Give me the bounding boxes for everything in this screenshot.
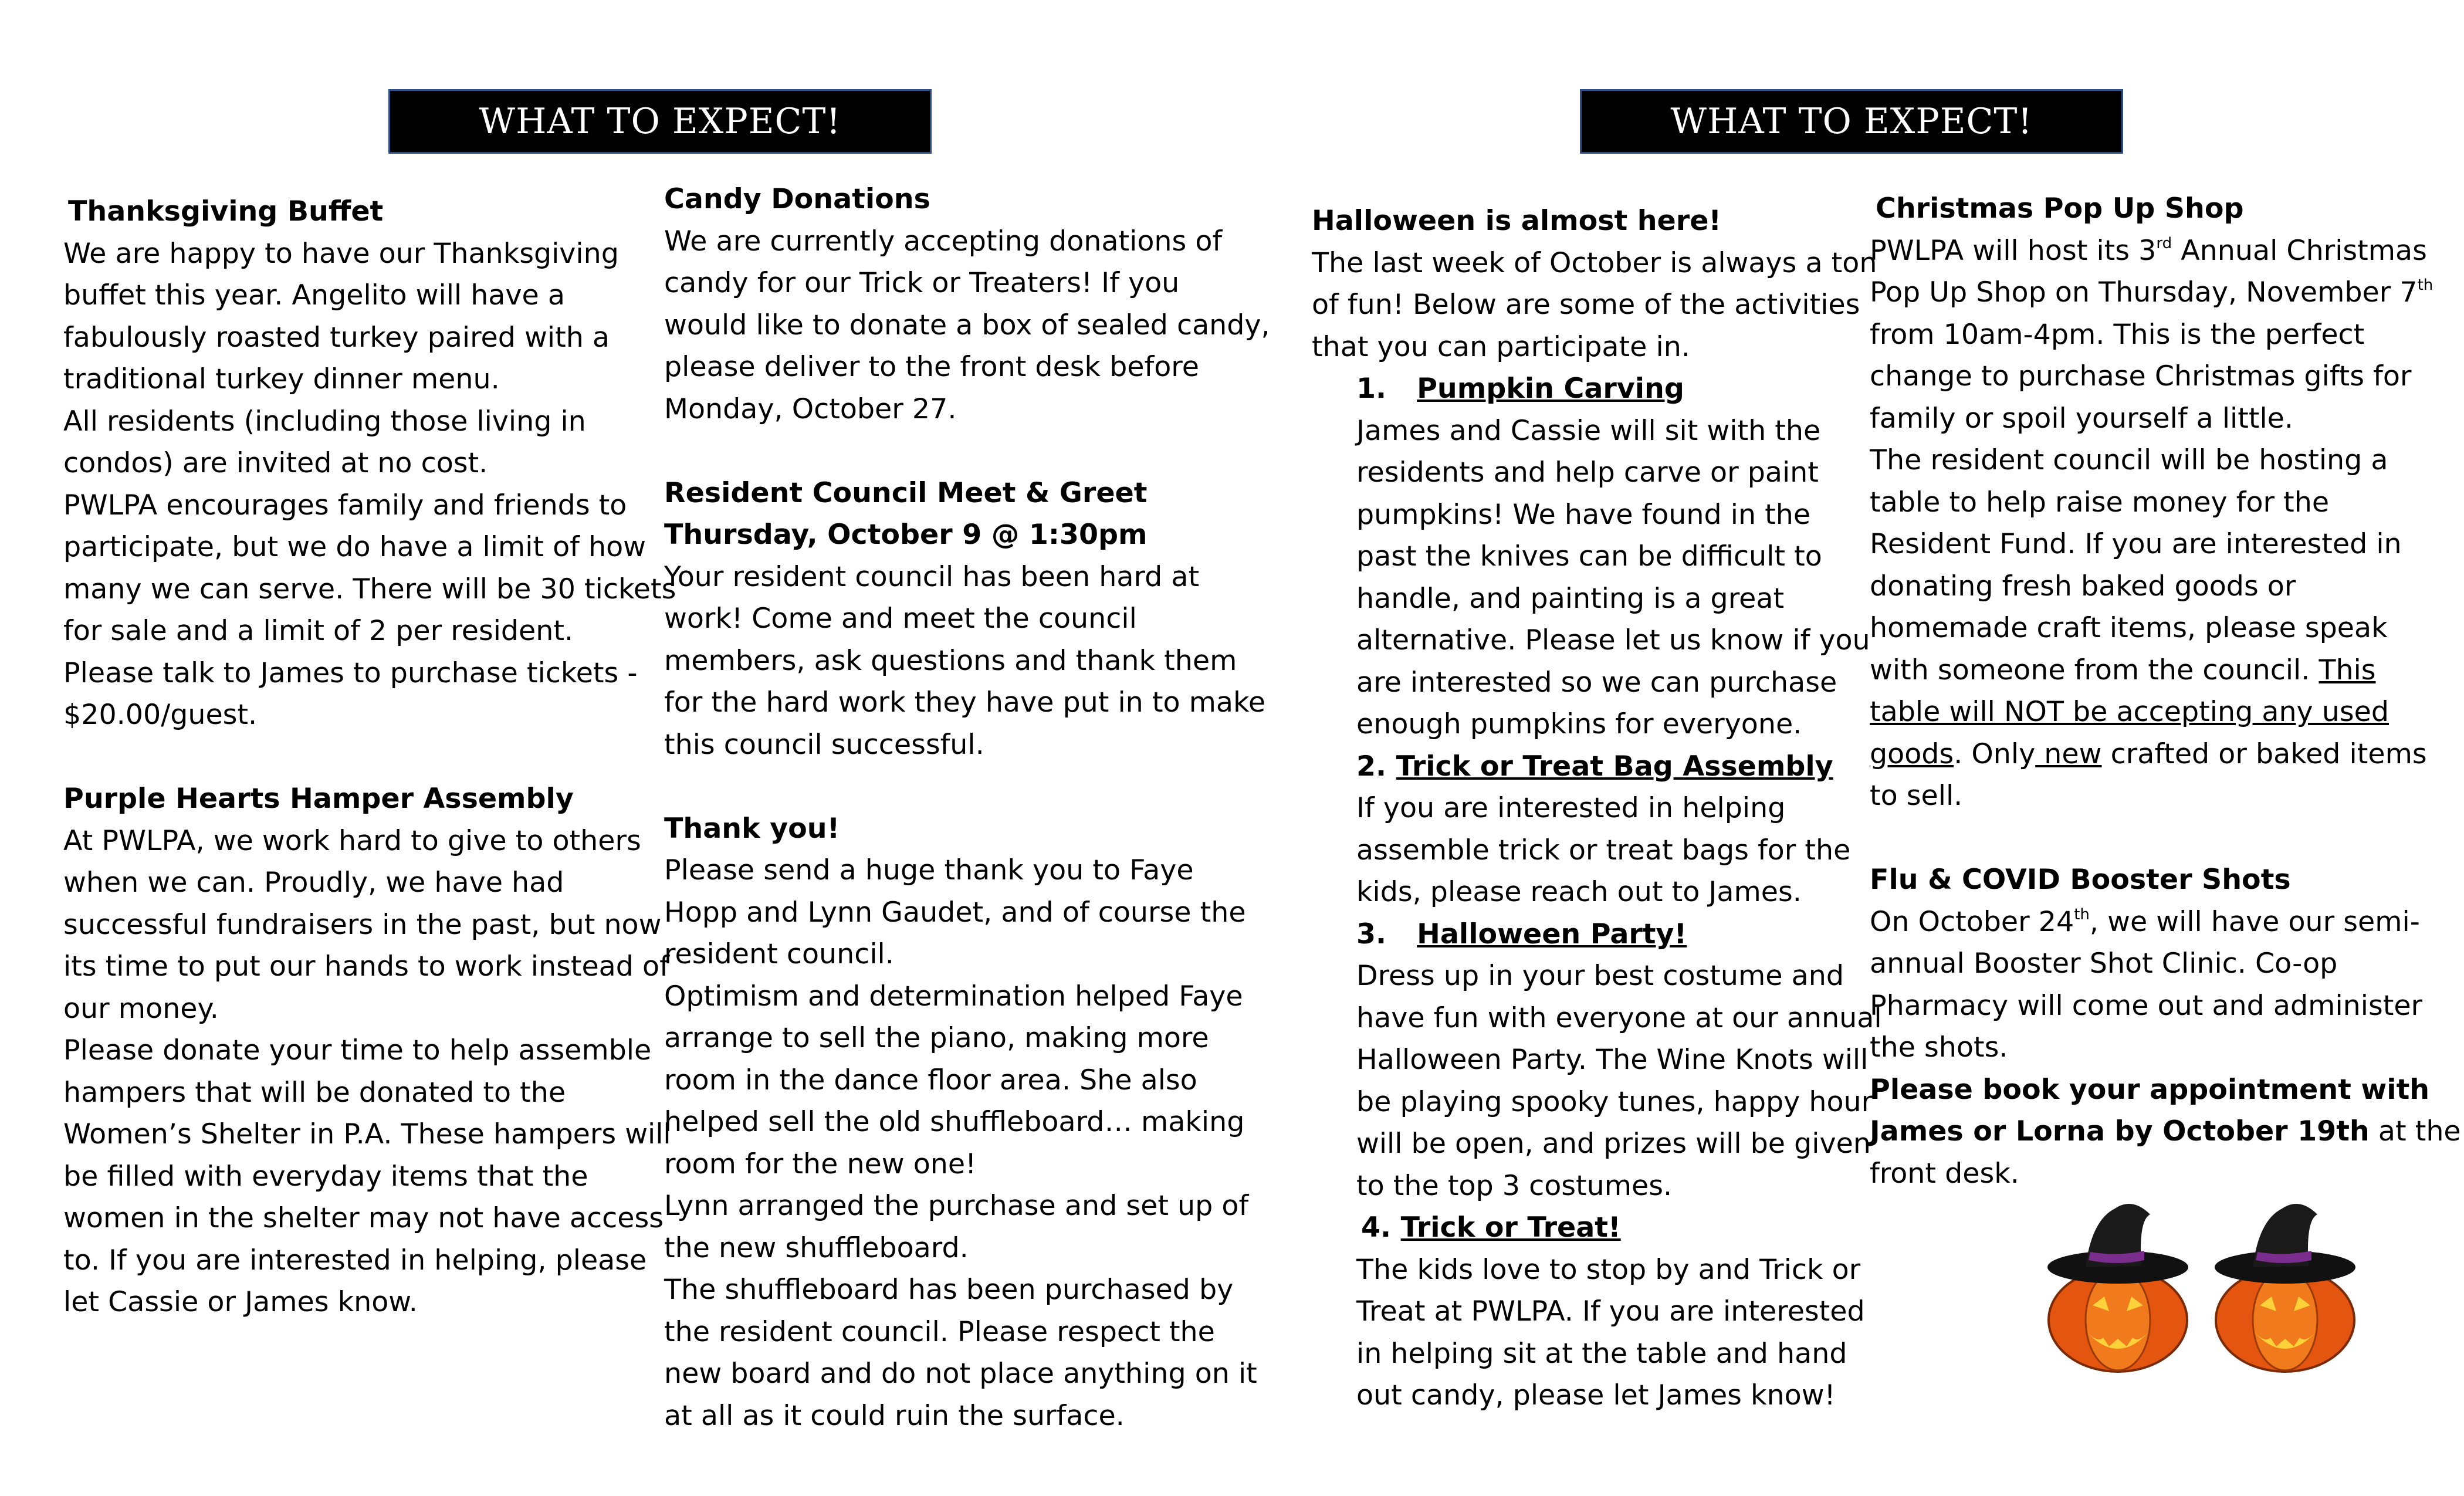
text-line: for the hard work they have put in to make — [664, 686, 1266, 719]
text-line: condos) are invited at no cost. — [63, 447, 488, 479]
text-line: to. If you are interested in helping, please — [63, 1244, 647, 1277]
text-line: arrange to sell the piano, making more — [664, 1022, 1209, 1054]
text-line: The shuffleboard has been purchased by — [664, 1274, 1234, 1306]
council-date: Thursday, October 9 @ 1:30pm — [664, 519, 1148, 551]
pumpkin-right — [2215, 1204, 2355, 1372]
text-line: the resident council. Please respect the — [664, 1315, 1215, 1348]
halloween-heading: Halloween is almost here! — [1312, 205, 1722, 237]
text-line: Pharmacy will come out and administer — [1870, 989, 2423, 1022]
right-banner-title: WHAT TO EXPECT! — [1580, 89, 2123, 154]
text-line: the shots. — [1870, 1031, 2008, 1064]
text-line: The kids love to stop by and Trick or — [1356, 1253, 1861, 1286]
text-line: PWLPA encourages family and friends to — [63, 489, 627, 522]
halloween-party-title — [1312, 913, 1882, 956]
text-line: this council successful. — [664, 728, 984, 761]
text-line: James and Cassie will sit with the — [1356, 414, 1821, 447]
text-line: Please talk to James to purchase tickets - — [63, 656, 638, 689]
pumpkin-left — [2047, 1204, 2188, 1372]
text-line: Treat at PWLPA. If you are interested — [1356, 1295, 1865, 1328]
text-line: The last week of October is always a ton — [1312, 246, 1877, 279]
text-line: room for the new one! — [664, 1148, 977, 1180]
text-line: change to purchase Christmas gifts for — [1870, 360, 2412, 392]
thanksgiving-heading: Thanksgiving Buffet — [68, 195, 384, 228]
text-line: If you are interested in helping — [1356, 792, 1786, 824]
text-line: let Cassie or James know. — [63, 1286, 418, 1318]
text-line: buffet this year. Angelito will have a — [63, 279, 565, 312]
text-line: At PWLPA, we work hard to give to others — [63, 824, 641, 857]
text-line: for sale and a limit of 2 per resident. — [63, 615, 574, 647]
text-line: women in the shelter may not have access — [63, 1202, 664, 1234]
list-number: 3. — [1356, 918, 1387, 950]
text-line: James or Lorna by October 19th at the — [1870, 1115, 2461, 1148]
text-line: residents and help carve or paint — [1356, 456, 1819, 489]
text-line: enough pumpkins for everyone. — [1356, 708, 1802, 740]
text-line: table to help raise money for the — [1870, 486, 2330, 519]
text-line: have fun with everyone at our annual — [1356, 1001, 1882, 1034]
jack-o-lantern-icon — [2045, 1197, 2361, 1373]
text-line: its time to put our hands to work instead of — [63, 950, 669, 983]
candy-heading: Candy Donations — [664, 183, 930, 215]
text-line: We are happy to have our Thanksgiving — [63, 237, 619, 270]
list-title: Pumpkin Carving — [1417, 373, 1684, 405]
text-line: Halloween Party. The Wine Knots will — [1356, 1044, 1869, 1076]
text-line: Optimism and determination helped Faye — [664, 980, 1243, 1013]
column-candy-council-thanks — [664, 178, 1270, 1437]
text-line: participate, but we do have a limit of how — [63, 531, 647, 563]
text-line: to sell. — [1870, 780, 1963, 812]
text-line: traditional turkey dinner menu. — [63, 363, 500, 395]
text-line: at all as it could ruin the surface. — [664, 1399, 1125, 1432]
text-line: new board and do not place anything on it — [664, 1358, 1257, 1390]
trick-or-treat-title — [1312, 1207, 1882, 1249]
text-line: the new shuffleboard. — [664, 1231, 969, 1264]
text-line: kids, please reach out to James. — [1356, 876, 1802, 908]
text-line: homemade craft items, please speak — [1870, 612, 2388, 644]
text-line: successful fundraisers in the past, but now — [63, 908, 662, 941]
flu-heading: Flu & COVID Booster Shots — [1870, 864, 2291, 896]
text-line: helped sell the old shuffleboard… making — [664, 1106, 1245, 1138]
text-line: Pop Up Shop on Thursday, November 7th — [1870, 276, 2433, 309]
text-line: handle, and painting is a great — [1356, 582, 1785, 615]
council-heading: Resident Council Meet & Greet — [664, 476, 1148, 509]
list-number: 2. — [1356, 750, 1387, 783]
text-line: Please book your appointment with — [1870, 1073, 2430, 1106]
text-line: of fun! Below are some of the activities — [1312, 289, 1860, 321]
text-line: would like to donate a box of sealed candy, — [664, 309, 1270, 341]
text-line: resident council. — [664, 938, 894, 970]
text-line: hampers that will be donated to the — [63, 1076, 566, 1109]
text-line: out candy, please let James know! — [1356, 1379, 1836, 1412]
text-line: Monday, October 27. — [664, 392, 957, 425]
list-title: Trick or Treat Bag Assembly — [1396, 750, 1833, 783]
text-line: be filled with everyday items that the — [63, 1160, 588, 1193]
text-line: All residents (including those living in — [63, 405, 586, 438]
text-line: On October 24th, we will have our semi- — [1870, 905, 2420, 938]
text-line: family or spoil yourself a little. — [1870, 402, 2294, 435]
hamper-heading: Purple Hearts Hamper Assembly — [63, 783, 574, 815]
text-line: are interested so we can purchase — [1356, 666, 1837, 699]
text-line: We are currently accepting donations of — [664, 225, 1223, 258]
text-line: alternative. Please let us know if you — [1356, 624, 1870, 656]
text-line: Women’s Shelter in P.A. These hampers will — [63, 1118, 671, 1150]
christmas-heading: Christmas Pop Up Shop — [1876, 192, 2244, 225]
text-line: will be open, and prizes will be given — [1356, 1128, 1871, 1160]
list-number: 4. — [1361, 1211, 1392, 1244]
text-line: Please donate your time to help assemble — [63, 1034, 652, 1067]
text-line: in helping sit at the table and hand — [1356, 1337, 1847, 1370]
text-line: Lynn arranged the purchase and set up of — [664, 1190, 1249, 1222]
text-line: from 10am-4pm. This is the perfect — [1870, 318, 2365, 351]
text-line: $20.00/guest. — [63, 699, 258, 731]
text-line: candy for our Trick or Treaters! If you — [664, 267, 1180, 299]
thanks-heading: Thank you! — [664, 812, 840, 845]
text-line: members, ask questions and thank them — [664, 644, 1237, 677]
text-line: room in the dance floor area. She also — [664, 1064, 1197, 1096]
text-line: to the top 3 costumes. — [1356, 1169, 1673, 1202]
column-halloween — [1312, 200, 1882, 1417]
column-thanksgiving-hamper — [63, 191, 676, 1324]
trick-bag-title — [1312, 746, 1882, 788]
text-line: that you can participate in. — [1312, 330, 1690, 363]
list-number: 1. — [1356, 373, 1387, 405]
text-line: annual Booster Shot Clinic. Co-op — [1870, 947, 2338, 980]
text-line: Dress up in your best costume and — [1356, 960, 1844, 992]
text-line: Resident Fund. If you are interested in — [1870, 528, 2402, 560]
text-line: be playing spooky tunes, happy hour — [1356, 1085, 1873, 1118]
text-line: The resident council will be hosting a — [1870, 444, 2388, 476]
text-line: pumpkins! We have found in the — [1356, 498, 1811, 531]
text-line: Hopp and Lynn Gaudet, and of course the — [664, 896, 1246, 929]
text-line: front desk. — [1870, 1157, 2019, 1190]
text-line: Your resident council has been hard at — [664, 560, 1200, 593]
text-line: please deliver to the front desk before — [664, 351, 1200, 383]
text-line: PWLPA will host its 3rd Annual Christmas — [1870, 234, 2427, 267]
text-line: assemble trick or treat bags for the — [1356, 834, 1851, 867]
left-banner-title: WHAT TO EXPECT! — [388, 89, 932, 154]
text-line: many we can serve. There will be 30 tickets — [63, 573, 676, 605]
column-christmas-flu — [1870, 188, 2461, 1194]
text-line: fabulously roasted turkey paired with a — [63, 321, 610, 354]
text-line: with someone from the council. This — [1870, 654, 2376, 686]
text-line: table will NOT be accepting any used — [1870, 696, 2389, 728]
text-line: our money. — [63, 992, 219, 1025]
pumpkin-carving-title — [1312, 368, 1882, 410]
text-line: when we can. Proudly, we have had — [63, 867, 564, 899]
text-line: donating fresh baked goods or — [1870, 570, 2296, 603]
text-line: goods. Only new crafted or baked items — [1870, 737, 2427, 770]
list-title: Halloween Party! — [1417, 918, 1687, 950]
text-line: Please send a huge thank you to Faye — [664, 854, 1194, 886]
text-line: work! Come and meet the council — [664, 603, 1137, 635]
list-title: Trick or Treat! — [1400, 1211, 1621, 1244]
text-line: past the knives can be difficult to — [1356, 540, 1822, 573]
